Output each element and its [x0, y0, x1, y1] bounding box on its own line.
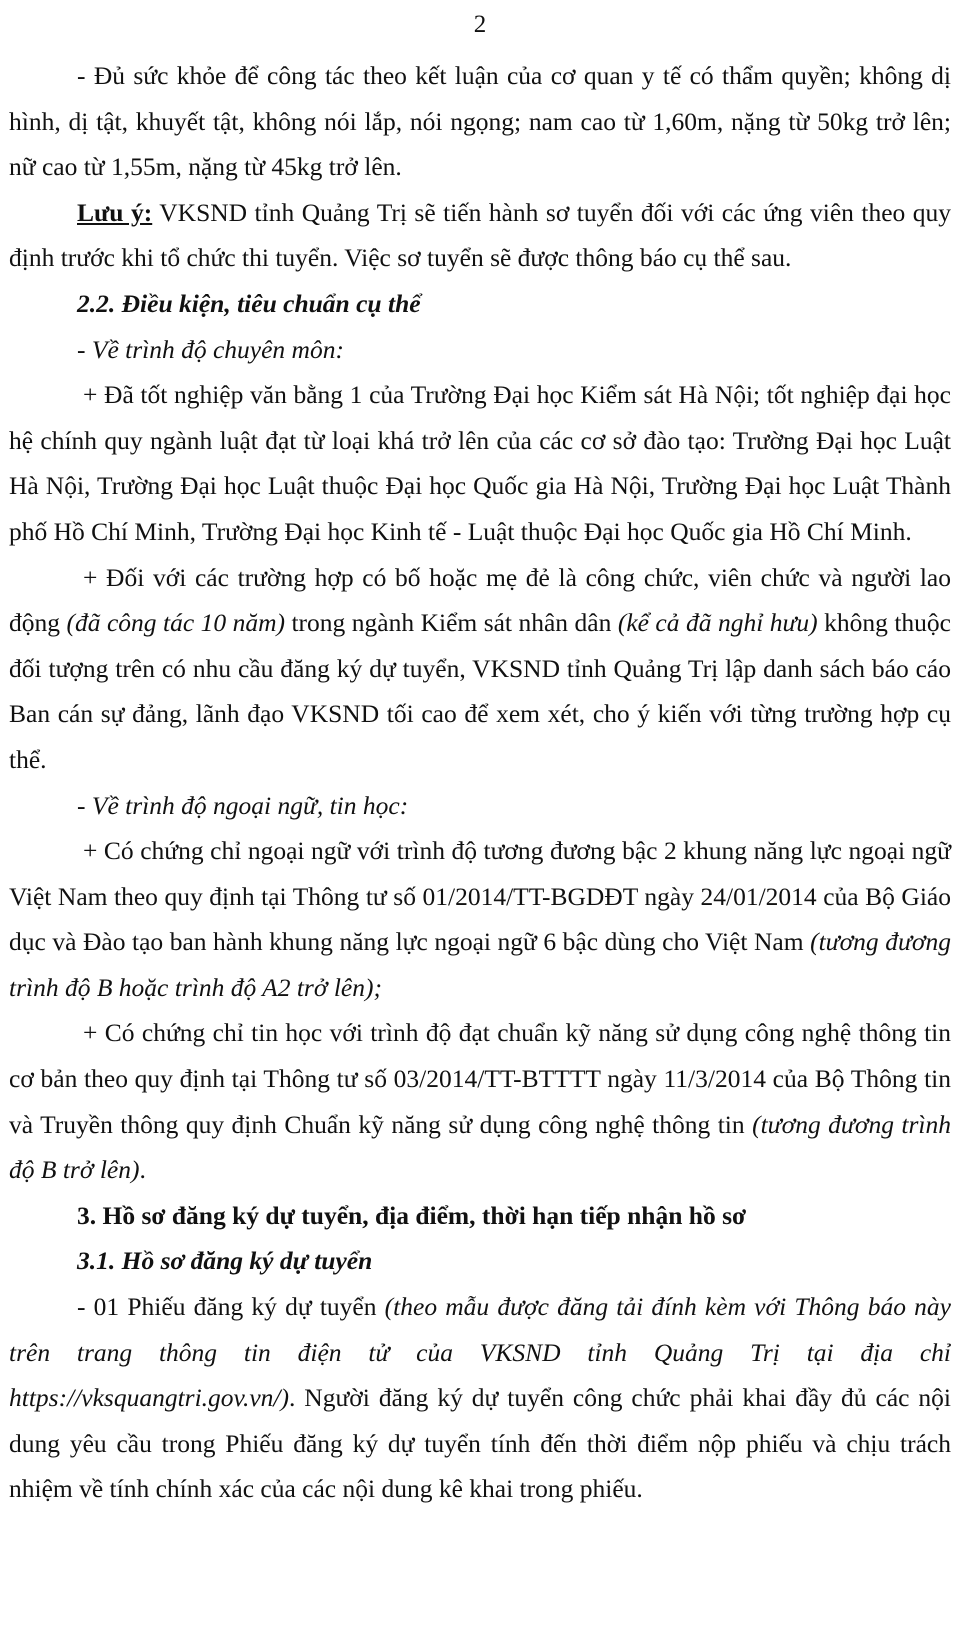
application-form-part-a: - 01 Phiếu đăng ký dự tuyển [77, 1292, 385, 1322]
expertise-item-2 [9, 555, 951, 783]
language-item-1 [9, 828, 951, 1010]
application-form-part-b: (theo mẫu được đăng tải đính kèm với Thông báo này trên trang thông tin điện tử của VKSND tỉnh Quảng Trị tại địa chỉ https://vksquangtri.gov.vn/) [9, 1292, 951, 1413]
it-item-2-part-a: + Có chứng chỉ tin học với trình độ đạt chuẩn kỹ năng sử dụng công nghệ thông tin cơ bản theo quy định tại Thông tư số 03/2014/TT-BTTTT ngày 11/3/2014 của Bộ Thông tin và Truyền thông quy định Chuẩn kỹ năng sử dụng công nghệ thông tin [9, 1018, 951, 1139]
page-number: 2 [473, 11, 487, 38]
it-item-2 [9, 1010, 951, 1192]
expertise-item-2-part-b: (đã công tác 10 năm) [66, 608, 285, 638]
language-it-subheading: - Về trình độ ngoại ngữ, tin học: [77, 790, 409, 820]
expertise-subheading: - Về trình độ chuyên môn: [77, 334, 344, 364]
it-item-2-part-c: . [139, 1155, 146, 1185]
section-3-1-heading: 3.1. Hồ sơ đăng ký dự tuyển [77, 1246, 373, 1276]
application-form-part-c: . Người đăng ký dự tuyển công chức phải khai đầy đủ các nội dung yêu cầu trong Phiếu đăng ký dự tuyển tính đến thời điểm nộp phiếu và chịu trách nhiệm về tính chính xác của các nội dung kê khai trong phiếu. [9, 1383, 951, 1504]
application-form-paragraph [9, 1284, 951, 1512]
expertise-item-2-part-a: + Đối với các trường hợp có bố hoặc mẹ đẻ là công chức, viên chức và người lao động [9, 562, 951, 638]
note-label: Lưu ý: [77, 197, 153, 227]
note-text: VKSND tỉnh Quảng Trị sẽ tiến hành sơ tuyển đối với các ứng viên theo quy định trước khi tổ chức thi tuyển. Việc sơ tuyển sẽ được thông báo cụ thể sau. [9, 197, 951, 273]
section-3-heading: 3. Hồ sơ đăng ký dự tuyển, địa điểm, thời hạn tiếp nhận hồ sơ [77, 1200, 747, 1230]
language-item-1-part-b: (tương đương trình độ B hoặc trình độ A2 trở lên); [9, 927, 951, 1002]
note-paragraph [9, 190, 951, 281]
health-requirement-paragraph: - Đủ sức khỏe để công tác theo kết luận của cơ quan y tế có thẩm quyền; không dị hình, dị tật, khuyết tật, không nói lắp, nói ngọng; nam cao từ 1,60m, nặng từ 50kg trở lên; nữ cao từ 1,55m, nặng từ 45kg trở lên. [9, 61, 951, 182]
it-item-2-part-b: (tương đương trình độ B trở lên) [9, 1109, 951, 1185]
expertise-item-1: + Đã tốt nghiệp văn bằng 1 của Trường Đại học Kiểm sát Hà Nội; tốt nghiệp đại học hệ chính quy ngành luật đạt từ loại khá trở lên của các cơ sở đào tạo: Trường Đại học Luật Hà Nội, Trường Đại học Luật thuộc Đại học Quốc gia Hà Nội, Trường Đại học Luật Thành phố Hồ Chí Minh, Trường Đại học Kinh tế - Luật thuộc Đại học Quốc gia Hồ Chí Minh. [9, 380, 951, 546]
expertise-item-2-part-d: (kể cả đã nghỉ hưu) [617, 608, 818, 638]
expertise-item-2-part-c: trong ngành Kiểm sát nhân dân [285, 608, 618, 638]
expertise-item-2-part-e: không thuộc đối tượng trên có nhu cầu đăng ký dự tuyển, VKSND tỉnh Quảng Trị lập danh sách báo cáo Ban cán sự đảng, lãnh đạo VKSND tối cao để xem xét, cho ý kiến với từng trường hợp cụ thể. [9, 608, 952, 774]
language-item-1-part-a: + Có chứng chỉ ngoại ngữ với trình độ tương đương bậc 2 khung năng lực ngoại ngữ Việt Nam theo quy định tại Thông tư số 01/2014/TT-BGDĐT ngày 24/01/2014 của Bộ Giáo dục và Đào tạo ban hành khung năng lực ngoại ngữ 6 bậc dùng cho Việt Nam [9, 836, 951, 957]
section-2-2-heading: 2.2. Điều kiện, tiêu chuẩn cụ thể [77, 288, 421, 318]
